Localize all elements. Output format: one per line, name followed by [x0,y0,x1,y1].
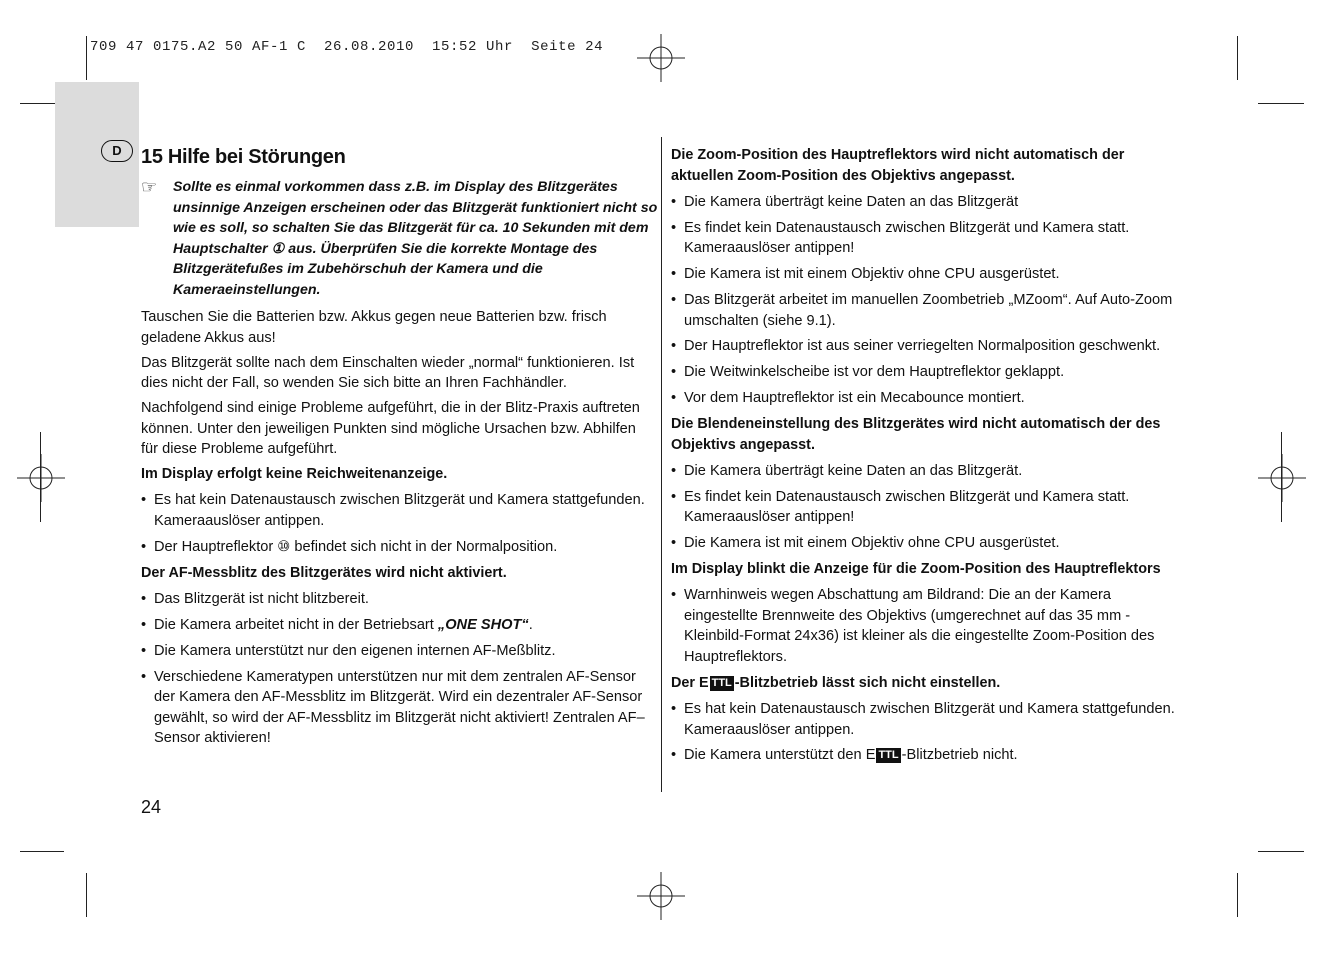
list-item [671,533,1185,554]
list-item [671,264,1185,285]
crop-mark [1258,851,1304,852]
bullet-glyph: • [671,488,677,505]
paragraph: Das Blitzgerät sollte nach dem Einschalten wieder „normal“ funktionieren. Ist dies nicht der Fall, so wenden Sie sich bitte an Ihren Fachhändler. [141,354,635,392]
bullet-glyph: • [671,535,677,552]
ttl-badge: TTL [878,749,899,762]
list-item-text: Es hat kein Datenaustausch zwischen Blitzgerät und Kamera stattgefunden. Kameraauslöser antippen. [154,492,645,530]
bullet-glyph: • [671,291,677,308]
list-item [671,487,1185,528]
list-item [141,537,653,558]
list-item [671,290,1185,331]
bullet-glyph: • [141,642,147,659]
list-item-text: Vor dem Hauptreflektor ist ein Mecabounce montiert. [684,390,1025,407]
list-item [671,585,1185,667]
side-mark-line [1281,432,1282,522]
crop-mark [86,36,87,80]
crop-mark [1258,103,1304,104]
list-item-text: Es findet kein Datenaustausch zwischen Blitzgerät und Kamera statt. Kameraauslöser antippen! [684,219,1130,257]
list-item [671,461,1185,482]
problem-heading: Der AF-Messblitz des Blitzgerätes wird nicht aktiviert. [141,564,507,581]
list-item [141,615,653,636]
list-item [671,336,1185,357]
bullet-glyph: • [141,492,147,509]
list-item-text: Die Kamera überträgt keine Daten an das Blitzgerät. [684,462,1023,479]
pointing-hand-icon: ☞ [141,177,158,197]
bullet-glyph: • [671,700,677,717]
left-column [141,307,653,754]
problem-heading: Die Blendeneinstellung des Blitzgerätes wird nicht automatisch der des Objektivs angepasst. [671,416,1161,453]
bullet-glyph: • [141,616,147,633]
paragraph: Tauschen Sie die Batterien bzw. Akkus gegen neue Batterien bzw. frisch geladene Akkus aus! [141,309,607,346]
paragraph: Nachfolgend sind einige Probleme aufgeführt, die in der Blitz-Praxis auftreten können. Unter den jeweiligen Punkten sind mögliche Ursachen bzw. Abhilfen für diese Probleme aufgeführt. [141,400,640,458]
page-number: 24 [141,797,162,817]
list-item-text: Die Weitwinkelscheibe ist vor dem Hauptreflektor geklappt. [684,364,1065,381]
list-item-text: Der Hauptreflektor ist aus seiner verriegelten Normalposition geschwenkt. [684,338,1161,355]
list-item-text: Das Blitzgerät arbeitet im manuellen Zoombetrieb „MZoom“. Auf Auto-Zoom umschalten (siehe 9.1). [684,291,1173,329]
right-column [671,145,1185,771]
heading-text: -Blitzbetrieb lässt sich nicht einstellen. [734,674,1001,691]
side-mark-line [40,432,41,522]
bullet-glyph: • [671,747,677,764]
registration-mark [637,34,685,82]
crop-mark [86,873,87,917]
list-item-text: Die Kamera ist mit einem Objektiv ohne CPU ausgerüstet. [684,266,1060,283]
bullet-glyph: • [671,193,677,210]
problem-heading: Im Display blinkt die Anzeige für die Zoom-Position des Hauptreflektors [671,561,1161,578]
problem-heading [671,673,1185,694]
list-item [141,589,653,610]
list-item [671,388,1185,409]
problem-heading: Die Zoom-Position des Hauptreflektors wird nicht automatisch der aktuellen Zoom-Position des Objektivs angepasst. [671,147,1125,184]
list-item-text: Verschiedene Kameratypen unterstützen nur mit dem zentralen AF-Sensor der Kamera den AF-Messblitz im Blitzgerät. Wird ein dezentraler AF-Sensor gewählt, so wird der AF-Messblitz im Blitzgerät nicht aktiviert! Zentralen AF–Sensor aktivieren! [154,668,645,747]
bullet-glyph: • [671,390,677,407]
list-item [671,699,1185,740]
list-item [671,192,1185,213]
list-item-text: Das Blitzgerät ist nicht blitzbereit. [154,590,369,607]
list-item [671,362,1185,383]
heading-text: Der E [671,674,709,691]
crop-mark [1237,36,1238,80]
list-item-text: . [528,616,533,633]
list-item-text: -Blitzbetrieb nicht. [901,747,1018,764]
bullet-glyph: • [671,266,677,283]
list-item-text: Die Kamera überträgt keine Daten an das Blitzgerät [684,193,1019,210]
bullet-glyph: • [141,538,147,555]
problem-heading: Im Display erfolgt keine Reichweitenanzeige. [141,466,448,483]
list-item-text: Warnhinweis wegen Abschattung am Bildrand: Die an der Kamera eingestellte Brennweite des Objektivs (umgerechnet auf das 35 mm - Kleinbild-Format 24x36) ist kleiner als die eingestellte Zoom-Position des Hauptreflektors. [684,587,1155,665]
mode-name: „ONE SHOT“ [437,616,529,633]
registration-mark [17,454,65,502]
list-item-text: Die Kamera unterstützt den E [684,747,876,764]
bullet-glyph: • [671,587,677,604]
list-item [671,218,1185,259]
list-item-text: Die Kamera unterstützt nur den eigenen internen AF-Meßblitz. [154,642,556,659]
section-title: 15 Hilfe bei Störungen [141,146,346,168]
registration-mark [1258,454,1306,502]
bullet-glyph: • [671,338,677,355]
list-item-text: Es hat kein Datenaustausch zwischen Blitzgerät und Kamera stattgefunden. Kameraauslöser antippen. [684,700,1175,738]
list-item [141,667,653,749]
list-item-text: Es findet kein Datenaustausch zwischen Blitzgerät und Kamera statt. Kameraauslöser antippen! [684,488,1130,526]
column-divider [661,137,662,792]
list-item [671,745,1185,766]
list-item-text: Die Kamera arbeitet nicht in der Betriebsart [154,616,438,633]
note-text: Sollte es einmal vorkommen dass z.B. im Display des Blitzgerätes unsinnige Anzeigen erscheinen oder das Blitzgerät funktioniert nicht so wie es soll, so schalten Sie das Blitzgerät für ca. 10 Sekunden mit dem Hauptschalter ① aus. Überprüfen Sie die korrekte Montage des Blitzgerätefußes im Zubehörschuh der Kamera und die Kameraeinstellungen. [173,179,658,298]
bullet-glyph: • [141,668,147,685]
list-item [141,641,653,662]
crop-mark [20,851,64,852]
crop-mark [1237,873,1238,917]
language-badge: D [101,140,133,162]
bullet-glyph: • [671,219,677,236]
list-item-text: Der Hauptreflektor ⑩ befindet sich nicht in der Normalposition. [154,538,558,555]
registration-mark [637,872,685,920]
list-item-text: Die Kamera ist mit einem Objektiv ohne CPU ausgerüstet. [684,535,1060,552]
list-item [141,490,653,531]
print-header: 709 47 0175.A2 50 AF-1 C 26.08.2010 15:52 Uhr Seite 24 [90,39,604,55]
ttl-badge: TTL [711,676,732,689]
bullet-glyph: • [141,590,147,607]
bullet-glyph: • [671,364,677,381]
bullet-glyph: • [671,462,677,479]
